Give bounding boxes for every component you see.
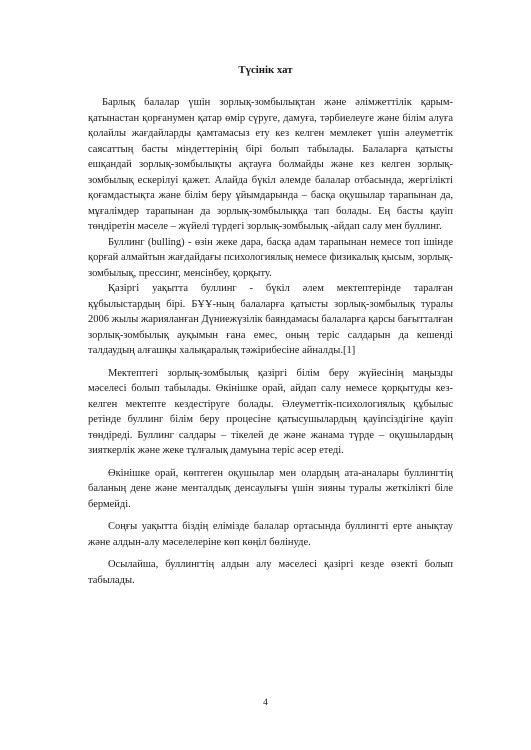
paragraph-bullying-definition: Буллинг (bulling) - өзін жеке дара, басқа адам тарапынан немесе топ ішінде қорғай алмайтын жағдайдағы психологиялық немесе физикалық қысым, зорлық-зомбылық, прессинг, менсінбеу, қорқыту.	[88, 236, 453, 279]
page-title: Түсінік хат	[238, 64, 293, 76]
body-text	[88, 95, 453, 588]
paragraph-school-violence: Мектептегі зорлық-зомбылық қазіргі білім беру жүйесінің маңызды мәселесі болып табылады. Өкінішке орай, айдап салу немесе қорқытуды кез-келген мектепте кездестіруге болады. Әлеуметтік-психологиялық құбылыс ретінде буллинг білім беру процесіне қатысушылардың қауіпсіздігіне қауіп төндіреді. Буллинг салдары – тікелей де және жанама түрде – оқушылардың зияткерлік және жеке тұлғалық дамуына теріс әсер етеді.	[88, 367, 453, 456]
paragraph-conclusion: Осылайша, буллингтің алдын алу мәселесі қазіргі кезде өзекті болып табылады.	[88, 559, 453, 586]
paragraph-intro: Барлық балалар үшін зорлық-зомбылықтан және әлімжеттілік қарым-қатынастан қорғанумен қатар өмір сүруге, дамуға, тәрбиелеуге және білім алуға қолайлы жағдайларды қамтамасыз ету кез келген мемлекет үшін әлеуметтік саясаттың басты міндеттерінің бірі болып табылады. Балаларға қатысты ешқандай зорлық-зомбылықты ақтауға болмайды және кез келген зорлық-зомбылық ескерілуі қажет. Алайда бүкіл әлемде балалар отбасында, жергілікті қоғамдастықта және білім беру ұйымдарында – басқа оқушылар тарапынан да, мұғалімдер тарапынан да зорлық-зомбылыққа тап болады. Ең басты қауіп төндіретін мәселе – жүйелі түрдегі зорлық-зомбылық -айдап салу мен буллинг.	[88, 97, 453, 232]
page-number: 4	[263, 698, 268, 708]
paragraph-bullying-worldwide: Қазіргі уақытта буллинг - бүкіл әлем мектептерінде таралған құбылыстардың бірі. БҰҰ-ның балаларға қатысты зорлық-зомбылық туралы 2006 жылы жарияланған Дүниежүзілік баяндамасы балаларға қарсы бағытталған зорлық-зомбылық ауқымын ғана емес, оның теріс салдарын да кешенді талдаудың алғашқы халықаралық тәжірибесіне айналды.[1]	[88, 283, 453, 356]
paragraph-parents-awareness: Өкінішке орай, көптеген оқушылар мен олардың ата-аналары буллингтің баланың дене және менталдық денсаулығы үшін зияны туралы жеткілікті біле бермейді.	[88, 467, 453, 510]
paragraph-early-detection: Соңғы уақытта біздің елімізде балалар ортасында буллингті ерте анықтау және алдын-алу мәселелеріне көп көңіл бөлінуде.	[88, 521, 453, 548]
